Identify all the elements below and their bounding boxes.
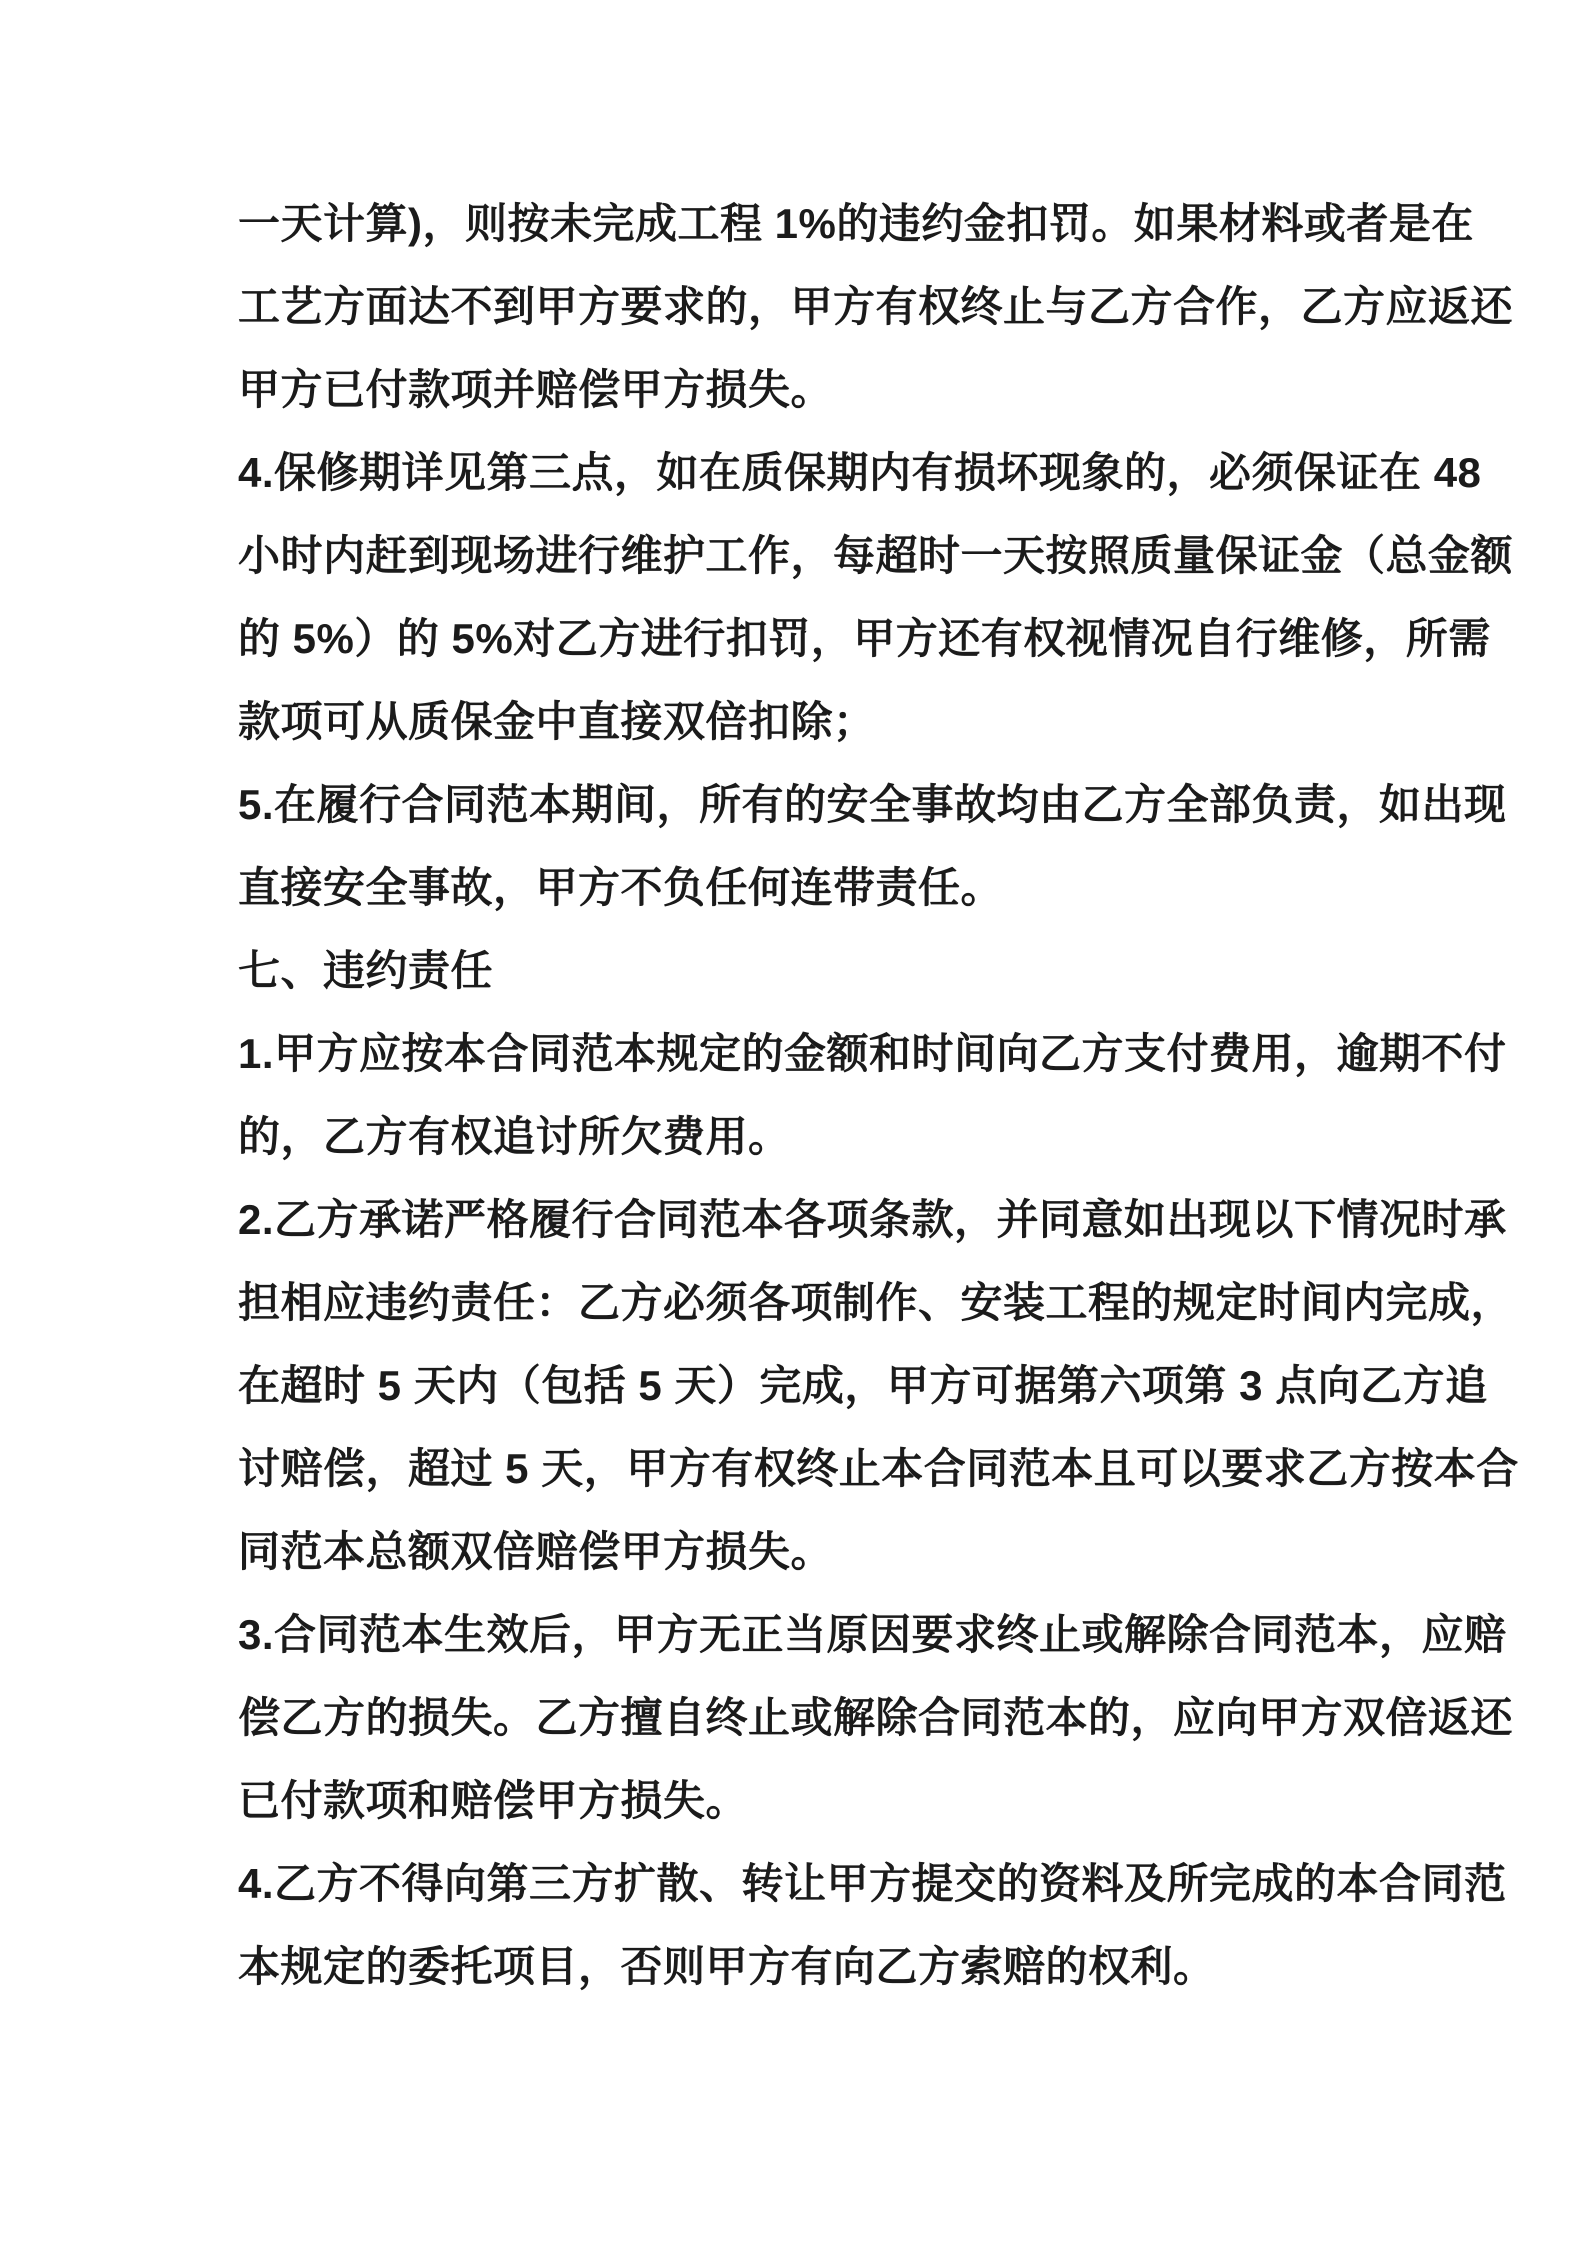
text-line: 5.在履行合同范本期间，所有的安全事故均由乙方全部负责，如出现 [238, 781, 1507, 828]
contract-text-body [238, 182, 1519, 2008]
text-line: 4.保修期详见第三点，如在质保期内有损坏现象的，必须保证在 48 [238, 449, 1482, 496]
text-line: 甲方已付款项并赔偿甲方损失。 [238, 366, 834, 413]
text-line: 小时内赶到现场进行维护工作，每超时一天按照质量保证金（总金额 [238, 532, 1514, 579]
text-line: 2.乙方承诺严格履行合同范本各项条款，并同意如出现以下情况时承 [238, 1196, 1507, 1243]
text-line: 七、违约责任 [238, 947, 494, 994]
text-line: 4.乙方不得向第三方扩散、转让甲方提交的资料及所完成的本合同范 [238, 1860, 1507, 1907]
text-line: 款项可从质保金中直接双倍扣除； [238, 698, 876, 745]
text-line: 讨赔偿，超过 5 天，甲方有权终止本合同范本且可以要求乙方按本合 [238, 1445, 1519, 1492]
text-line: 同范本总额双倍赔偿甲方损失。 [238, 1528, 834, 1575]
text-line: 担相应违约责任：乙方必须各项制作、安装工程的规定时间内完成， [238, 1279, 1514, 1326]
text-line: 一天计算)，则按未完成工程 1%的违约金扣罚。如果材料或者是在 [238, 200, 1474, 247]
text-line: 偿乙方的损失。乙方擅自终止或解除合同范本的，应向甲方双倍返还 [238, 1694, 1514, 1741]
text-line: 1.甲方应按本合同范本规定的金额和时间向乙方支付费用，逾期不付 [238, 1030, 1507, 1077]
text-line: 在超时 5 天内（包括 5 天）完成，甲方可据第六项第 3 点向乙方追 [238, 1362, 1488, 1409]
text-line: 直接安全事故，甲方不负任何连带责任。 [238, 864, 1004, 911]
text-line: 工艺方面达不到甲方要求的，甲方有权终止与乙方合作，乙方应返还 [238, 283, 1514, 330]
text-line: 的，乙方有权追讨所欠费用。 [238, 1113, 791, 1160]
text-line: 本规定的委托项目，否则甲方有向乙方索赔的权利。 [238, 1943, 1216, 1990]
text-line: 的 5%）的 5%对乙方进行扣罚，甲方还有权视情况自行维修，所需 [238, 615, 1491, 662]
text-line: 3.合同范本生效后，甲方无正当原因要求终止或解除合同范本，应赔 [238, 1611, 1507, 1658]
text-line: 已付款项和赔偿甲方损失。 [238, 1777, 749, 1824]
